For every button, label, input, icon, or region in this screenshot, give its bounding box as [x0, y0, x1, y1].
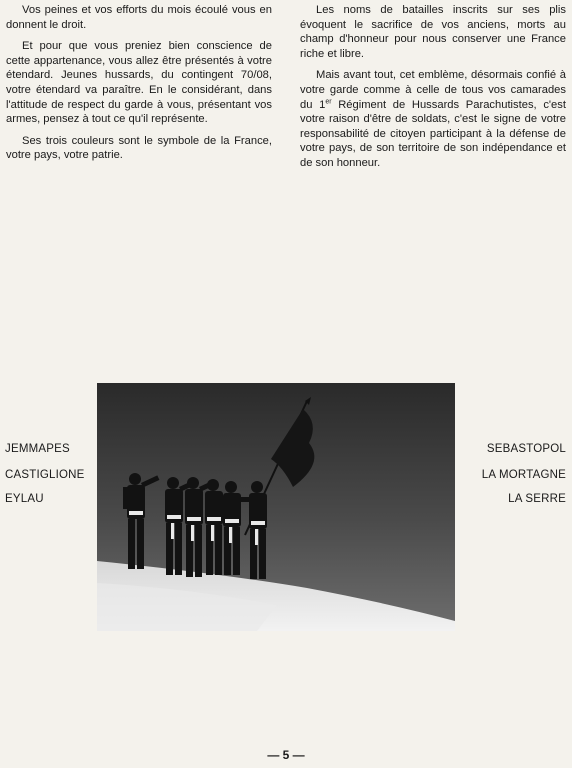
battle-name-right: SEBASTOPOL: [486, 443, 566, 455]
paragraph: Vos peines et vos efforts du mois écoulé vous en donnent le droit.: [6, 4, 272, 31]
flag-ceremony-photo: [97, 383, 455, 631]
paragraph: [300, 68, 566, 170]
battle-name-left: JEMMAPES: [5, 443, 70, 455]
paragraph-text: Mais avant tout, cet emblème, désormais confié à votre garde comme à celle de tous vos camarades du 1: [300, 69, 566, 111]
battle-name-right: LA SERRE: [508, 493, 566, 505]
right-text-column: [300, 3, 566, 178]
battle-name-left: CASTIGLIONE: [5, 469, 85, 481]
page-number: — 5 —: [267, 748, 305, 762]
battle-name-right: LA MORTAGNE: [481, 469, 566, 481]
paragraph: Les noms de batailles inscrits sur ses plis évoquent le sacrifice de vos anciens, morts au champ d'honneur pour nous conserver une France riche et libre.: [300, 4, 566, 60]
ordinal-superscript: er: [325, 97, 332, 105]
paragraph-text: Régiment de Hussards Parachutistes, c'est votre raison d'être de soldats, c'est le signe de votre responsabilité de citoyen participant à la défense de votre pays, de son territoire de son indépendance et de son honneur.: [300, 98, 566, 169]
paragraph: Ses trois couleurs sont le symbole de la France, votre pays, votre patrie.: [6, 134, 272, 162]
left-text-column: [6, 3, 272, 170]
paragraph: Et pour que vous preniez bien conscience de cette appartenance, vous allez être présentés à votre étendard. Jeunes hussards, du contingent 70/08, votre étendard va paraître. En le considérant, dans l'attitude de respect du garde à vous, présentant vos armes, pensez à tout ce qu'il représente.: [6, 40, 272, 126]
battle-name-left: EYLAU: [5, 493, 44, 505]
